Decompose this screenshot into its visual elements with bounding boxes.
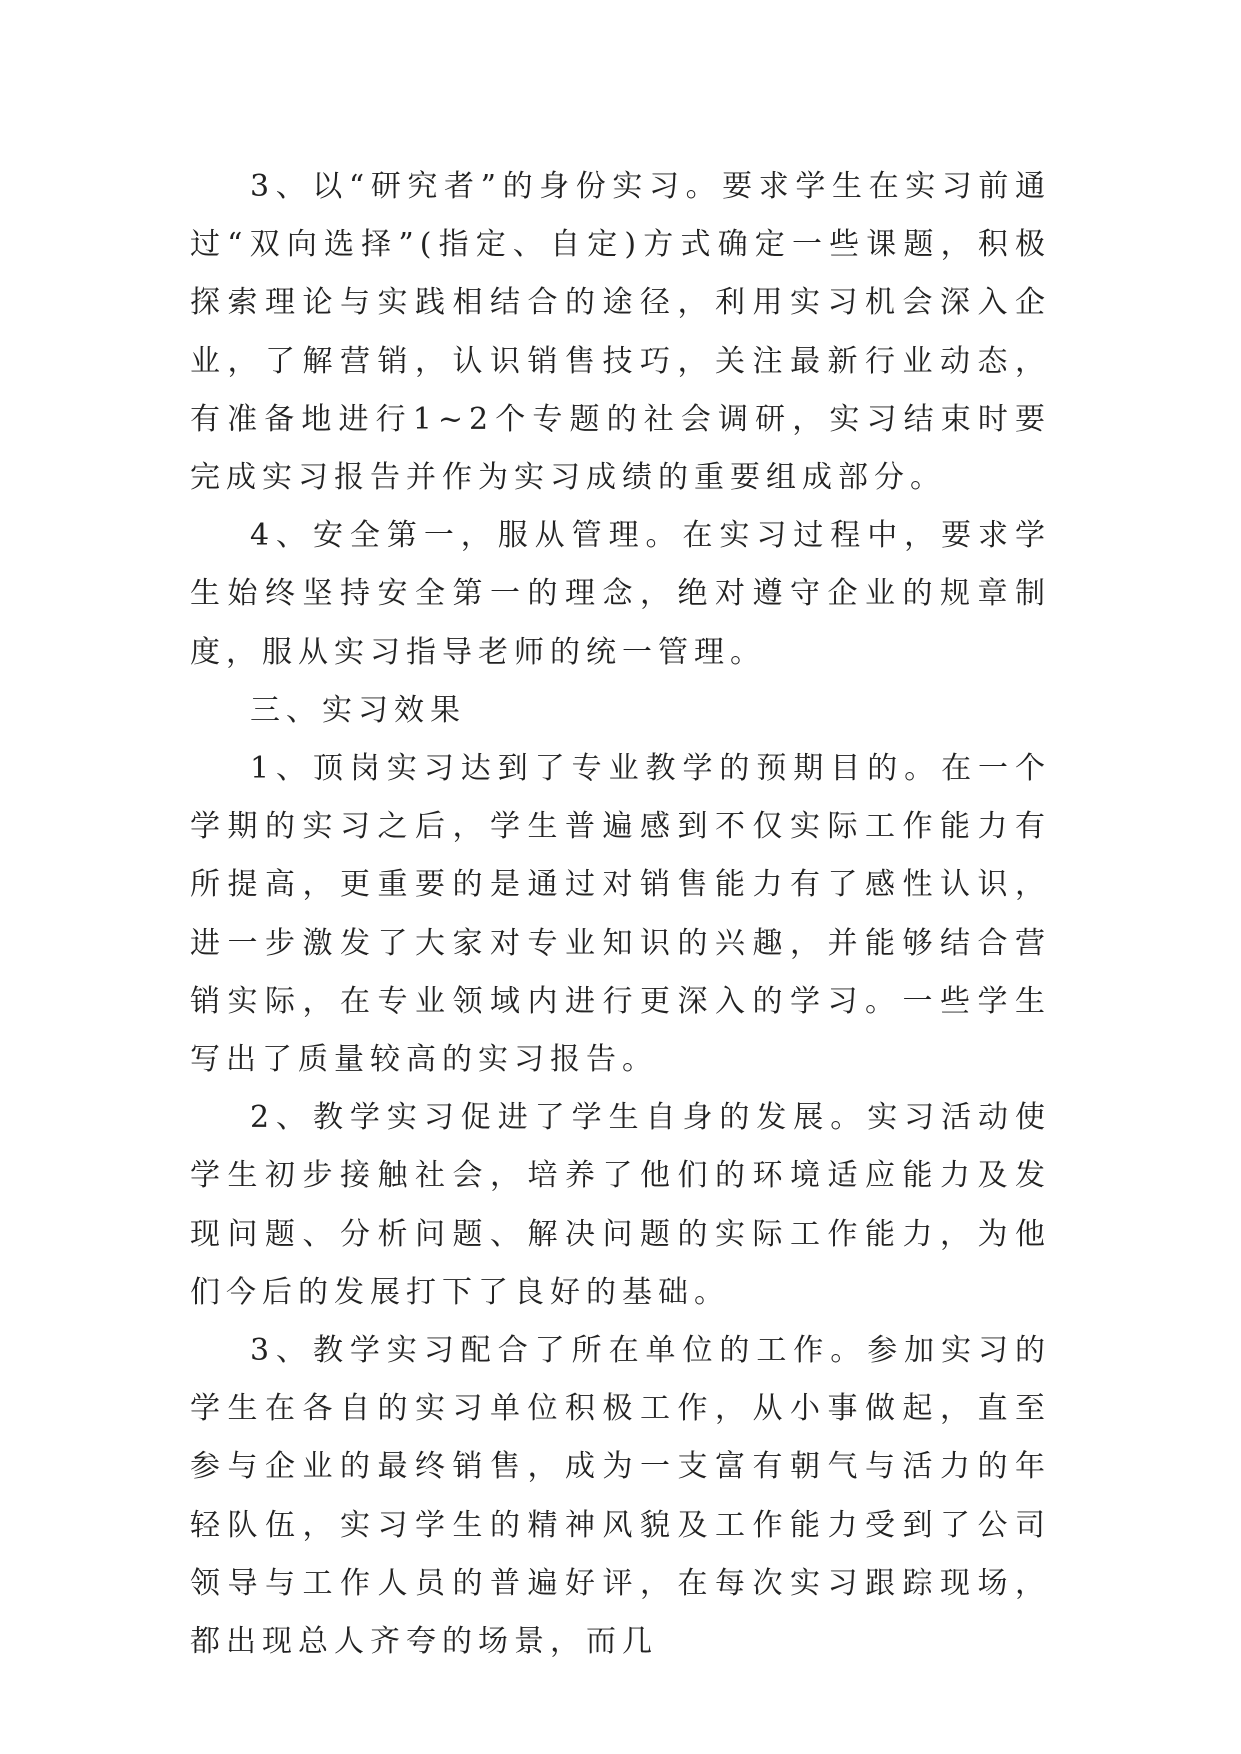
paragraph-safety-first: 4、安全第一，服从管理。在实习过程中，要求学生始终坚持安全第一的理念，绝对遵守企业的规章制度，服从实习指导老师的统一管理。 xyxy=(190,518,1051,670)
paragraph-research-internship: 3、以“研究者”的身份实习。要求学生在实习前通过“双向选择”(指定、自定)方式确定一些课题，积极探索理论与实践相结合的途径，利用实习机会深入企业，了解营销，认识销售技巧，关注最新行业动态，有准备地进行1~2个专题的社会调研，实习结束时要完成实习报告并作为实习成绩的重要组成部分。 xyxy=(190,169,1051,496)
document-body xyxy=(190,158,1051,1671)
paragraph-student-development: 2、教学实习促进了学生自身的发展。实习活动使学生初步接触社会，培养了他们的环境适应能力及发现问题、分析问题、解决问题的实际工作能力，为他们今后的发展打下了良好的基础。 xyxy=(190,1100,1051,1310)
paragraph-teaching-goals: 1、顶岗实习达到了专业教学的预期目的。在一个学期的实习之后，学生普遍感到不仅实际工作能力有所提高，更重要的是通过对销售能力有了感性认识，进一步激发了大家对专业知识的兴趣，并能够结合营销实际，在专业领域内进行更深入的学习。一些学生写出了质量较高的实习报告。 xyxy=(190,751,1051,1078)
paragraph-unit-cooperation: 3、教学实习配合了所在单位的工作。参加实习的学生在各自的实习单位积极工作，从小事做起，直至参与企业的最终销售，成为一支富有朝气与活力的年轻队伍，实习学生的精神风貌及工作能力受到了公司领导与工作人员的普遍好评，在每次实习跟踪现场，都出现总人齐夸的场景，而几 xyxy=(190,1333,1051,1660)
section-heading-internship-results: 三、实习效果 xyxy=(250,692,466,728)
